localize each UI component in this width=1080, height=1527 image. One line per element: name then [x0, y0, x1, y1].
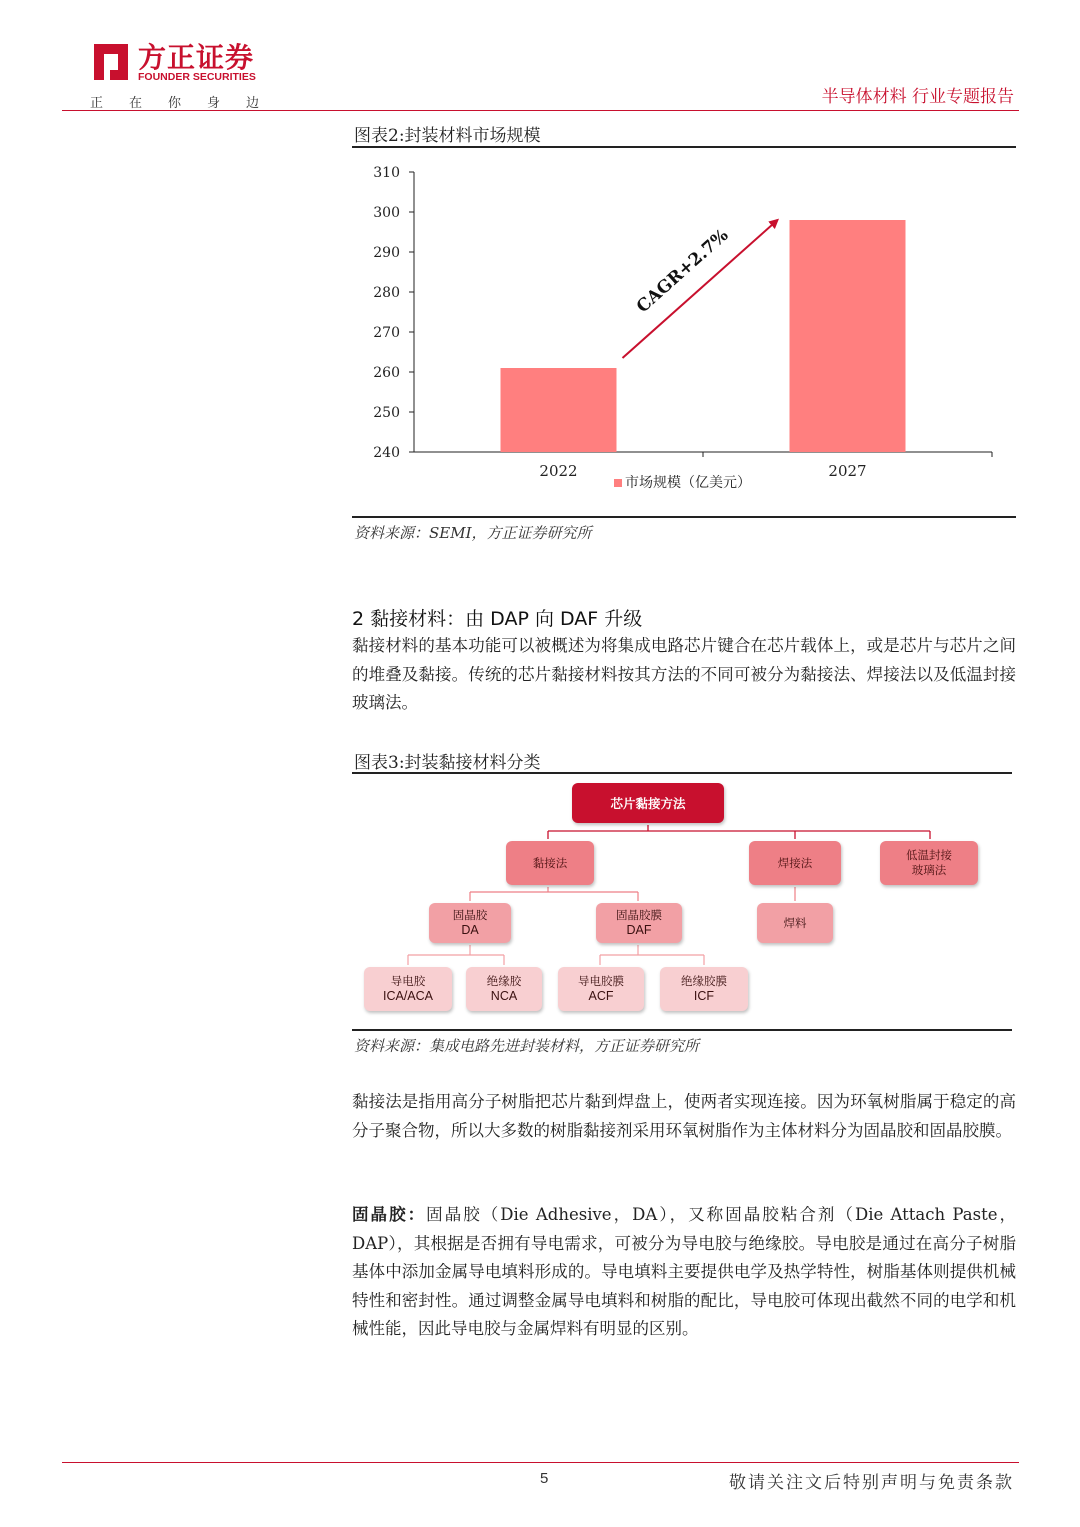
y-tick-label: 280: [373, 285, 400, 301]
tree-node-icf-label-2: ICF: [693, 989, 715, 1003]
bonding-method-tree-diagram: [352, 775, 1016, 1025]
footer-divider: [62, 1462, 1019, 1463]
tree-node-acf: [558, 967, 644, 1011]
footer-disclaimer: 敬请关注文后特别声明与免责条款: [729, 1473, 1014, 1493]
tree-node-da: [429, 903, 511, 943]
tree-node-nca: [466, 967, 542, 1011]
tree-node-adhesive-label: 黏接法: [532, 855, 568, 870]
y-tick-label: 250: [373, 405, 400, 421]
legend-label: 市场规模（亿美元）: [625, 475, 751, 491]
header-divider: [62, 110, 1019, 111]
tree-node-solder-label: 焊料: [783, 915, 807, 930]
y-tick-label: 310: [373, 165, 400, 181]
tree-node-acf-label-1: 导电胶膜: [578, 974, 624, 988]
tree-node-daf-label-2: DAF: [626, 923, 652, 937]
body-paragraph-adhesive: 黏接法是指用高分子树脂把芯片黏到焊盘上，使两者实现连接。因为环氧树脂属于稳定的高分子聚合物，所以大多数的树脂黏接剂采用环氧树脂作为主体材料分为固晶胶和固晶胶膜。: [352, 1092, 1016, 1140]
tree-node-daf: [596, 903, 682, 943]
tree-node-root: [572, 783, 724, 823]
cagr-label: CAGR+2.7%: [632, 225, 733, 318]
x-tick-label: 2027: [828, 462, 867, 480]
tree-node-daf-label-1: 固晶胶膜: [616, 908, 662, 922]
tree-node-adhesive: [506, 841, 594, 885]
figure3-source: 资料来源：集成电路先进封装材料，方正证券研究所: [354, 1037, 700, 1055]
cagr-arrow: [623, 220, 778, 358]
y-tick-label: 300: [373, 205, 400, 221]
page-number: 5: [540, 1470, 549, 1487]
legend-swatch: [614, 479, 622, 487]
tree-node-acf-label-2: ACF: [588, 989, 614, 1003]
tree-node-solder: [757, 903, 833, 943]
tree-node-ica-label-2: ICA/ACA: [382, 989, 433, 1003]
body-paragraph-da: [352, 1201, 1016, 1344]
bar-2027: [790, 220, 906, 452]
tree-node-welding: [749, 841, 841, 885]
term-da: 固晶胶：: [352, 1205, 427, 1224]
tree-node-nca-label-1: 绝缘胶: [486, 974, 522, 988]
tree-node-root-label: 芯片黏接方法: [610, 795, 686, 811]
y-tick-label: 260: [373, 365, 400, 381]
tree-node-icf: [660, 967, 748, 1011]
tree-node-da-label-2: DA: [461, 923, 479, 937]
tree-node-welding-label: 焊接法: [777, 855, 813, 870]
figure3-bottom-rule: [352, 1029, 1012, 1031]
figure2-bottom-rule: [352, 516, 1016, 518]
section-paragraph: 黏接材料的基本功能可以被概述为将集成电路芯片键合在芯片载体上，或是芯片与芯片之间的堆叠及黏接。传统的芯片黏接材料按其方法的不同可被分为黏接法、焊接法以及低温封接玻璃法。: [352, 636, 1016, 712]
tree-node-glass-label-1: 低温封接: [906, 848, 952, 862]
founder-logo-icon: [88, 40, 132, 84]
x-tick-label: 2022: [539, 462, 578, 480]
y-tick-label: 270: [373, 325, 400, 341]
tree-node-ica-label-1: 导电胶: [390, 974, 426, 988]
logo-english-name: FOUNDER SECURITIES: [138, 71, 256, 83]
report-type: 半导体材料 行业专题报告: [821, 87, 1014, 107]
figure3-top-rule: [352, 772, 1012, 774]
slogan: 正在你身边: [90, 96, 286, 111]
section-heading: 2 黏接材料：由 DAP 向 DAF 升级: [352, 608, 643, 630]
figure2-source: 资料来源：SEMI，方正证券研究所: [354, 524, 592, 542]
figure2-top-rule: [352, 146, 1016, 148]
y-tick-label: 240: [373, 445, 400, 461]
tree-node-glass: [880, 841, 978, 885]
y-tick-label: 290: [373, 245, 400, 261]
bar-2022: [501, 368, 617, 452]
body-paragraph-da-text: 固晶胶（Die Adhesive，DA），又称固晶胶粘合剂（Die Attach Paste，DAP），其根据是否拥有导电需求，可被分为导电胶与绝缘胶。导电胶是通过在高分子树脂基体中添加金属导电填料形成的。导电填料主要提供电学及热学特性，树脂基体则提供机械特性和密封性。通过调整金属导电填料和树脂的配比，导电胶可体现出截然不同的电学和机械性能，因此导电胶与金属焊料有明显的区别。: [352, 1205, 1016, 1338]
figure2-title: 图表2:封装材料市场规模: [354, 126, 541, 146]
figure3-title: 图表3:封装黏接材料分类: [354, 753, 541, 773]
tree-node-icf-label-1: 绝缘胶膜: [681, 974, 727, 988]
tree-node-da-label-1: 固晶胶: [452, 908, 488, 922]
tree-node-ica: [364, 967, 452, 1011]
tree-node-glass-label-2: 玻璃法: [911, 863, 947, 877]
market-size-bar-chart: [352, 152, 1016, 512]
logo-chinese-name: 方正证券: [138, 41, 255, 74]
tree-node-nca-label-2: NCA: [490, 989, 518, 1003]
